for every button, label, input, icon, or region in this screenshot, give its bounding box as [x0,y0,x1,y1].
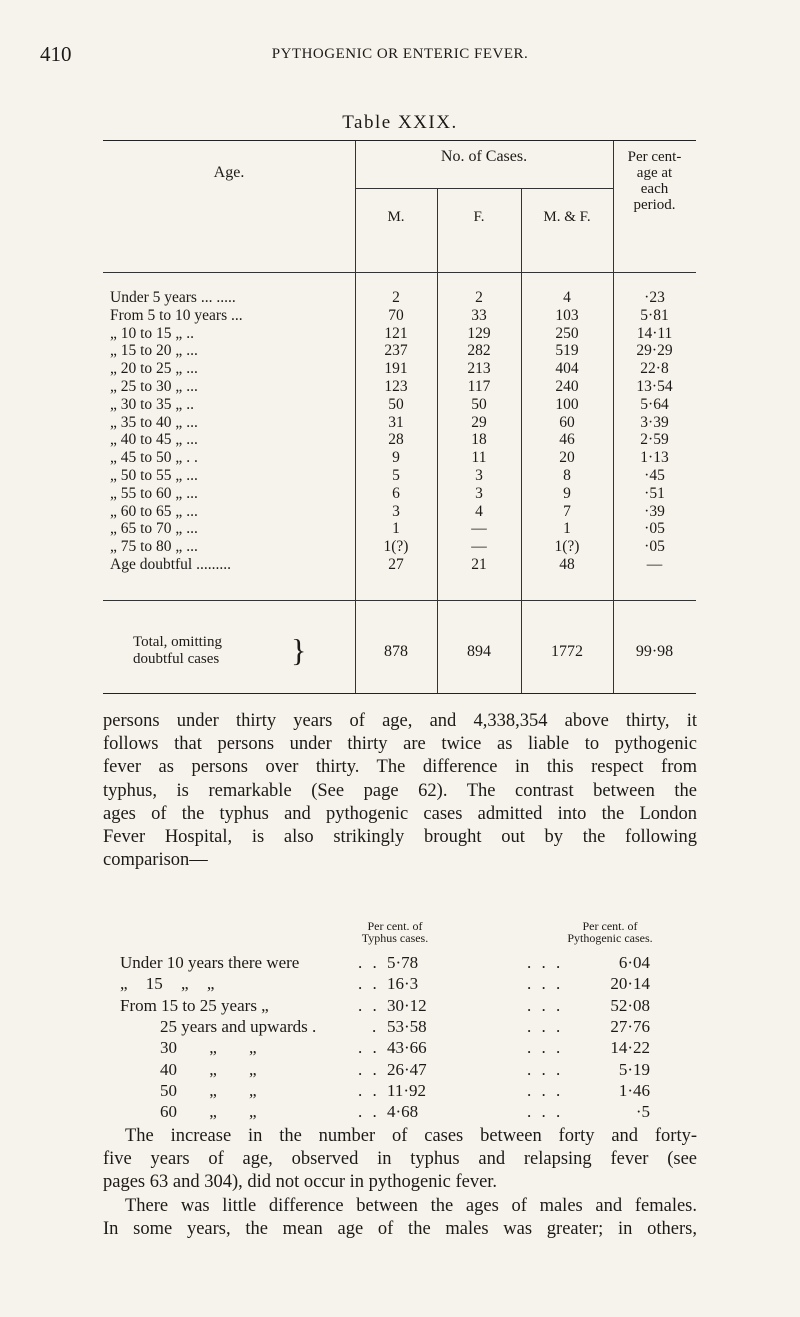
comparison-row [0,974,800,995]
cell-age: „ 25 to 30 „ ... [110,378,198,395]
cell-age: „ 65 to 70 „ ... [110,520,198,538]
cell-age: „ 60 to 65 „ ... [110,502,198,520]
pythogenic-value: ·5 [635,1102,650,1122]
table-row [103,503,696,520]
cell-age: „ 10 to 15 „ .. [110,324,194,342]
text-line: five years of age, observed in typhus and relapsing fever (see [103,1149,697,1170]
cell-mf: 1(?) [554,538,580,556]
cell-m: 123 [384,378,408,395]
header-percentage-line: each [640,181,669,197]
cell-f: 3 [475,484,483,502]
cell-mf: 9 [563,484,571,502]
cell-mf: 250 [555,324,579,342]
total-label [133,634,222,668]
pythogenic-value: 6·04 [618,953,650,972]
table-row [103,360,696,377]
pythogenic-value: 1·46 [618,1080,650,1100]
cell-pct: ·05 [644,538,665,556]
table-row [103,467,696,484]
cell-mf: 48 [559,556,575,573]
table-row [103,325,696,342]
pythogenic-value: 27·76 [610,1016,650,1036]
cell-f: 3 [475,467,483,484]
comparison-label: Under 10 years there were [120,953,300,972]
cell-m: 191 [384,360,408,378]
cell-m: 5 [392,467,400,484]
cell-age: „ 20 to 25 „ ... [110,360,198,378]
cell-age: „ 50 to 55 „ ... [110,467,198,484]
comparison-row [0,1060,800,1081]
text-line: The increase in the number of cases between forty and forty- [125,1126,697,1146]
leader-dots: . . [358,1102,380,1122]
cell-f: — [471,520,487,538]
text-line: ages of the typhus and pythogenic cases admitted into the London [103,803,697,824]
cell-pct: 5·64 [640,395,669,413]
cell-mf: 46 [559,431,575,449]
total-label-line: doubtful cases [133,651,220,667]
cell-pct: ·45 [644,467,665,484]
cell-f: 21 [471,556,487,573]
cell-pct: 2·59 [640,431,669,449]
leader-dots: . . . [527,1016,564,1036]
text-line: pages 63 and 304), did not occur in pythogenic fever. [103,1172,498,1193]
leader-dots: . . . [527,1080,564,1100]
table-row [103,556,696,573]
total-label-line: Total, omitting [133,634,222,650]
cell-f: 18 [471,431,487,449]
pythogenic-value: 14·22 [610,1038,650,1058]
cell-m: 1 [392,520,400,538]
typhus-value: 11·92 [387,1080,427,1100]
cell-pct: 29·29 [636,342,673,360]
total-f: 894 [467,643,491,660]
subheader-rule [355,188,613,189]
cell-m: 6 [392,484,400,502]
cell-m: 27 [388,556,404,573]
table-row [103,431,696,448]
text-line: There was little difference between the ages of males and females. [125,1195,697,1216]
cell-m: 237 [384,342,408,360]
cell-m: 3 [392,502,400,520]
table-row [103,289,696,306]
table-row [103,307,696,324]
header-percentage-line: period. [633,197,676,213]
cell-m: 2 [392,289,400,306]
pythogenic-value: 20·14 [610,974,650,994]
comparison-row [0,1081,800,1102]
brace-glyph: } [291,632,307,668]
cell-pct: ·51 [644,484,665,502]
comparison-header-pythogenic [545,920,675,944]
cell-age: Age doubtful ......... [110,556,231,573]
comparison-label: 40 „ „ [160,1059,257,1079]
cell-pct: 22·8 [640,360,669,378]
typhus-value: 16·3 [387,974,419,994]
text-line: persons under thirty years of age, and 4,338,354 above thirty, it [103,711,697,731]
table-row [103,538,696,555]
leader-dots: . . [358,995,380,1015]
comparison-row [0,953,800,974]
comparison-label: 30 „ „ [160,1038,257,1058]
cell-age: „ 35 to 40 „ ... [110,413,198,431]
total-pct: 99·98 [635,643,674,660]
comparison-header-typhus [340,920,450,944]
header-percentage-line: age at [636,165,673,181]
paragraph-2 [103,1125,697,1241]
comparison-row [0,996,800,1017]
cell-age: „ 75 to 80 „ ... [110,538,198,556]
cell-age: „ 40 to 45 „ ... [110,431,198,449]
text-line: In some years, the mean age of the males was greater; in others, [103,1218,697,1239]
leader-dots: . . . [527,1038,564,1058]
leader-dots: . . . [527,974,564,994]
typhus-value: 43·66 [387,1038,427,1058]
page-number: 410 [40,42,72,66]
header-percentage-line: Per cent- [627,149,682,165]
comparison-label: 25 years and upwards . [160,1016,317,1036]
text-line: typhus, is remarkable (See page 62). The contrast between the [103,780,697,801]
cell-f: 2 [475,289,483,306]
cell-f: 50 [471,395,487,413]
cell-age: From 5 to 10 years ... [110,306,243,324]
total-m: 878 [384,643,408,660]
comparison-header-line: Per cent. of [582,919,638,933]
comparison-row [0,1102,800,1123]
cell-m: 9 [392,449,400,467]
comparison-label: „ 15 „ „ [120,974,215,994]
cell-age: „ 45 to 50 „ . . [110,449,198,467]
table-row [103,520,696,537]
table-title: Table XXIX. [342,112,458,133]
header-males-females: M. & F. [543,209,591,225]
cell-f: 11 [471,449,487,467]
leader-dots: . . [358,1059,380,1079]
leader-dots: . . [358,974,380,994]
pythogenic-value: 5·19 [618,1059,650,1079]
cell-mf: 20 [559,449,575,467]
cell-mf: 404 [555,360,579,378]
cell-pct: 1·13 [640,449,669,467]
comparison-row [0,1017,800,1038]
running-head: PYTHOGENIC OR ENTERIC FEVER. [271,46,529,62]
table-row [103,378,696,395]
text-line: comparison— [103,850,208,871]
cell-mf: 519 [555,342,579,360]
cell-f: 33 [471,306,487,324]
table-row [103,414,696,431]
table-row [103,449,696,466]
pythogenic-value: 52·08 [610,995,650,1015]
cell-mf: 8 [563,467,571,484]
typhus-value: 53·58 [387,1016,427,1036]
comparison-row [0,1038,800,1059]
leader-dots: . . . [527,1059,564,1079]
cell-pct: 5·81 [640,306,669,324]
table-row [103,485,696,502]
leader-dots: . . [358,1080,380,1100]
cell-m: 121 [384,324,408,342]
cell-m: 31 [388,413,404,431]
cell-m: 1(?) [383,538,409,556]
leader-dots: . . [358,953,380,972]
cell-mf: 7 [563,502,571,520]
page-header [40,42,760,66]
header-males: M. [387,209,405,225]
comparison-label: From 15 to 25 years „ [120,995,269,1015]
paragraph-1 [103,710,697,872]
cell-age: „ 15 to 20 „ ... [110,342,198,360]
cell-mf: 1 [563,520,571,538]
cell-mf: 60 [559,413,575,431]
cell-mf: 4 [563,289,571,306]
cell-age: „ 55 to 60 „ ... [110,484,198,502]
cell-f: 282 [467,342,491,360]
leader-dots: . . . [527,1102,564,1122]
header-females: F. [473,209,485,225]
comparison-header-line: Per cent. of [367,919,423,933]
header-rule [103,272,696,273]
total-rule [103,600,696,601]
header-cases: No. of Cases. [440,148,528,165]
cell-age: „ 30 to 35 „ .. [110,395,194,413]
cell-f: 29 [471,413,487,431]
cell-f: 213 [467,360,491,378]
cell-f: — [471,538,487,556]
comparison-label: 50 „ „ [160,1080,257,1100]
typhus-value: 5·78 [387,953,419,972]
header-age: Age. [213,164,245,181]
leader-dots: . [372,1016,380,1036]
cell-f: 129 [467,324,491,342]
data-table [103,140,696,694]
typhus-value: 26·47 [387,1059,427,1079]
leader-dots: . . [358,1038,380,1058]
table-row [103,342,696,359]
cell-pct: ·39 [644,502,665,520]
cell-f: 4 [475,502,483,520]
cell-f: 117 [467,378,491,395]
text-line: Fever Hospital, is also strikingly brought out by the following [103,826,697,847]
cell-mf: 240 [555,378,579,395]
comparison-header-line: Typhus cases. [361,931,429,945]
text-line: fever as persons over thirty. The difference in this respect from [103,757,697,778]
cell-pct: ·23 [644,289,665,306]
cell-age: Under 5 years ... ..... [110,289,236,306]
cell-mf: 100 [555,395,579,413]
text-line: follows that persons under thirty are twice as liable to pythogenic [103,734,697,755]
cell-pct: — [646,556,663,573]
typhus-value: 30·12 [387,995,427,1015]
cell-m: 28 [388,431,404,449]
total-mf: 1772 [551,643,583,660]
cell-m: 50 [388,395,404,413]
leader-dots: . . . [527,953,564,972]
typhus-value: 4·68 [387,1102,419,1122]
cell-pct: 14·11 [636,324,673,342]
table-row [103,396,696,413]
comparison-header-line: Pythogenic cases. [567,931,653,945]
comparison-label: 60 „ „ [160,1102,257,1122]
header-percentage [613,149,696,213]
cell-pct: 3·39 [640,413,669,431]
cell-pct: 13·54 [636,378,673,395]
leader-dots: . . . [527,995,564,1015]
cell-m: 70 [388,306,404,324]
cell-pct: ·05 [644,520,665,538]
cell-mf: 103 [555,306,579,324]
